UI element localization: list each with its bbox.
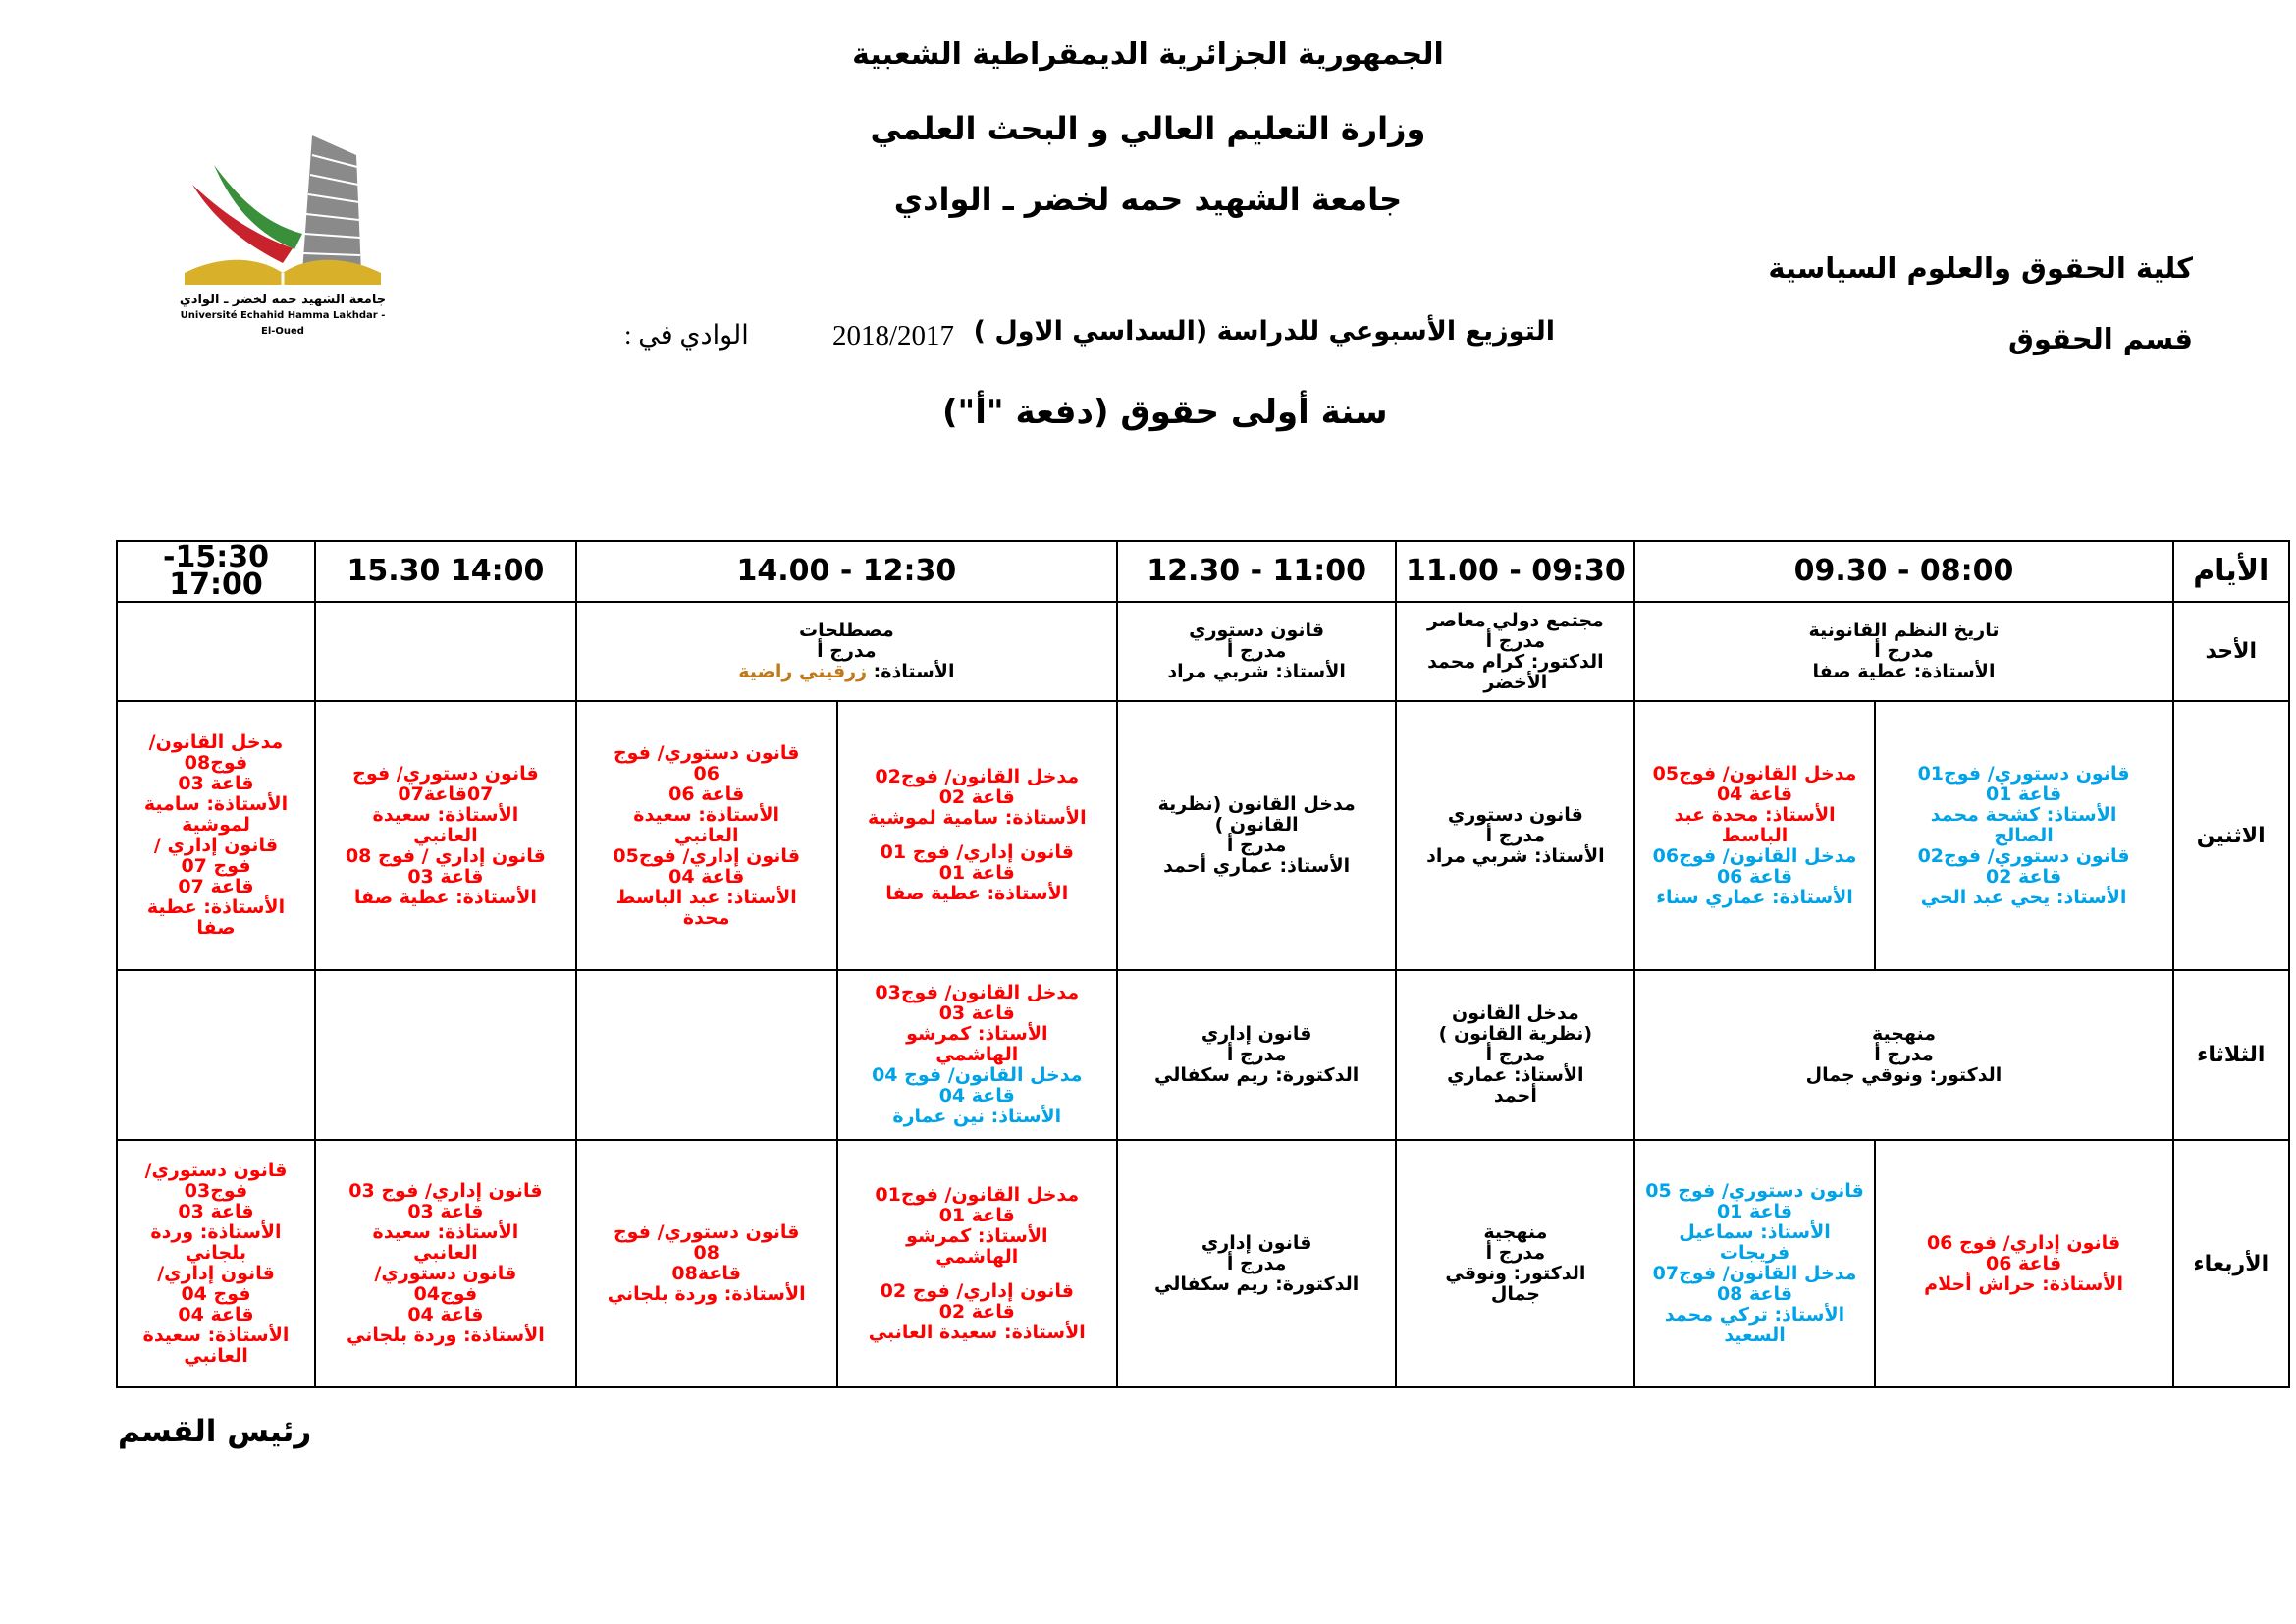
tue-slot6-cell [117,970,315,1140]
tue-slot4a-cell: مدخل القانون/ فوج03 قاعة 03 الأستاذ: كمرشو الهاشمي مدخل القانون/ فوج 04 قاعة 04 الأستاذ: نين عمارة [837,970,1117,1140]
course-name: تاريخ النظم القانونية [1808,620,2000,642]
day-wednesday: الأربعاء [2173,1140,2289,1387]
slot4-header: 12:30 - 14.00 [576,541,1117,602]
day-sunday: الأحد [2173,602,2289,701]
mon-slot1b-cell: مدخل القانون/ فوج05 قاعة 04 الأستاذ: محدة عبد الباسط مدخل القانون/ فوج06 قاعة 06 الأستاذة: عماري سناء [1634,701,1874,970]
city-date: الوادي في : [624,320,749,350]
teacher: الأستاذة: عطية صفا [1812,661,1996,683]
logo-text-fr: Université Echahid Hamma Lakhdar - El-Oued [180,310,386,337]
sun-slot5-cell [315,602,576,701]
tue-slot2-cell: مدخل القانون (نظرية القانون ) مدرج أ الأستاذ: عماري أحمد [1396,970,1634,1140]
slot3-header: 11:00 - 12.30 [1117,541,1396,602]
room: مدرج أ [1226,640,1287,663]
teacher: الدكتور: كرام محمد [1427,650,1604,673]
wed-slot3-cell: قانون إداري مدرج أ الدكتورة: ريم سكفالي [1117,1140,1396,1387]
class-title: سنة أولى حقوق (دفعة "أ") [942,393,1388,432]
schedule-title: التوزيع الأسبوعي للدراسة (السداسي الاول ) [973,316,1555,347]
slot1-header: 08:00 - 09.30 [1634,541,2172,602]
room: مدرج أ [1874,640,1934,663]
slot6-header: 15:30- 17:00 [117,541,315,602]
mon-slot5-cell: قانون دستوري/ فوج 07قاعة07 الأستاذة: سعيدة العانبي قانون إداري / فوج 08 قاعة 03 الأستاذة: عطية صفا [315,701,576,970]
tue-slot4b-cell [576,970,837,1140]
course-name: مجتمع دولي معاصر [1426,609,1604,631]
ministry-title: وزارة التعليم العالي و البحث العلمي [870,110,1426,147]
sun-slot1-cell [1634,602,2172,701]
tue-slot5-cell [315,970,576,1140]
wed-slot6-cell: قانون دستوري/ فوج03 قاعة 03 الأستاذة: وردة بلجاني قانون إداري/ فوج 04 قاعة 04 الأستاذة: سعيدة العانبي [117,1140,315,1387]
mon-slot4a-cell: مدخل القانون/ فوج02 قاعة 02 الأستاذة: سامية لموشية قانون إداري/ فوج 01 قاعة 01 الأستاذة: عطية صفا [837,701,1117,970]
tuesday-row [117,970,2289,1140]
teacher: الأستاذ: شربي مراد [1167,661,1346,683]
mon-slot3-cell: مدخل القانون (نظرية القانون ) مدرج أ الأستاذ: عماري أحمد [1117,701,1396,970]
university-title: جامعة الشهيد حمه لخضر ـ الوادي [893,181,1403,218]
slot5-header: 14:00 15.30 [315,541,576,602]
day-tuesday: الثلاثاء [2173,970,2289,1140]
teacher: الأستاذة: زرقيني راضية [738,661,955,683]
weekly-schedule-table [116,540,2290,1388]
room: مدرج أ [1485,629,1546,652]
mon-slot4b-cell: قانون دستوري/ فوج 06 قاعة 06 الأستاذة: سعيدة العانبي قانون إداري/ فوج05 قاعة 04 الأستاذ: عبد الباسط محدة [576,701,837,970]
tue-slot1-cell: منهجية مدرج أ الدكتور: ونوقي جمال [1634,970,2172,1140]
course-name: مصطلحات [799,620,894,642]
republic-title: الجمهورية الجزائرية الديمقراطية الشعبية [852,37,1444,72]
wed-slot5-cell: قانون إداري/ فوج 03 قاعة 03 الأستاذة: سعيدة العانبي قانون دستوري/ فوج04 قاعة 04 الأستاذة: وردة بلجاني [315,1140,576,1387]
sun-slot6-cell [117,602,315,701]
wed-slot1b-cell: قانون دستوري/ فوج 05 قاعة 01 الأستاذ: سماعيل فريجات مدخل القانون/ فوج07 قاعة 08 الأستاذ: تركي محمد السعيد [1634,1140,1874,1387]
slot2-header: 09:30 - 11.00 [1396,541,1634,602]
faculty-title: كلية الحقوق والعلوم السياسية [1768,251,2193,285]
monday-row [117,701,2289,970]
sun-slot4-cell [576,602,1117,701]
university-building-icon [175,126,391,293]
logo-text-ar: جامعة الشهيد حمه لخضر ـ الوادي [179,293,387,307]
course-name: قانون دستوري [1189,620,1325,642]
head-of-department-label: رئيس القسم [118,1414,312,1449]
sunday-row [117,602,2289,701]
department-title: قسم الحقوق [2007,322,2193,355]
wed-slot2-cell: منهجية مدرج أ الدكتور: ونوقي جمال [1396,1140,1634,1387]
tue-slot3-cell: قانون إداري مدرج أ الدكتورة: ريم سكفالي [1117,970,1396,1140]
wednesday-row [117,1140,2289,1387]
wed-slot4b-cell: قانون دستوري/ فوج 08 قاعة08 الأستاذة: وردة بلجاني [576,1140,837,1387]
mon-slot2-cell: قانون دستوري مدرج أ الأستاذ: شربي مراد [1396,701,1634,970]
university-logo [175,126,391,337]
days-header: الأيام [2173,541,2289,602]
header-row [117,541,2289,602]
sun-slot3-cell [1117,602,1396,701]
sun-slot2-cell [1396,602,1634,701]
wed-slot4a-cell: مدخل القانون/ فوج01 قاعة 01 الأستاذ: كمرشو الهاشمي قانون إداري/ فوج 02 قاعة 02 الأستاذة: سعيدة العانبي [837,1140,1117,1387]
mon-slot1a-cell: قانون دستوري/ فوج01 قاعة 01 الأستاذ: كشحة محمد الصالح قانون دستوري/ فوج02 قاعة 02 الأستاذ: يحي عبد الحي [1875,701,2173,970]
day-monday: الاثنين [2173,701,2289,970]
academic-year: 2018/2017 [832,320,955,352]
wed-slot1a-cell: قانون إداري/ فوج 06 قاعة 06 الأستاذة: حراش أحلام [1875,1140,2173,1387]
mon-slot6-cell: مدخل القانون/ فوج08 قاعة 03 الأستاذة: سامية لموشية قانون إداري / فوج 07 قاعة 07 الأستاذة: عطية صفا [117,701,315,970]
room: مدرج أ [817,640,877,663]
teacher: الأخضر [1483,671,1548,693]
